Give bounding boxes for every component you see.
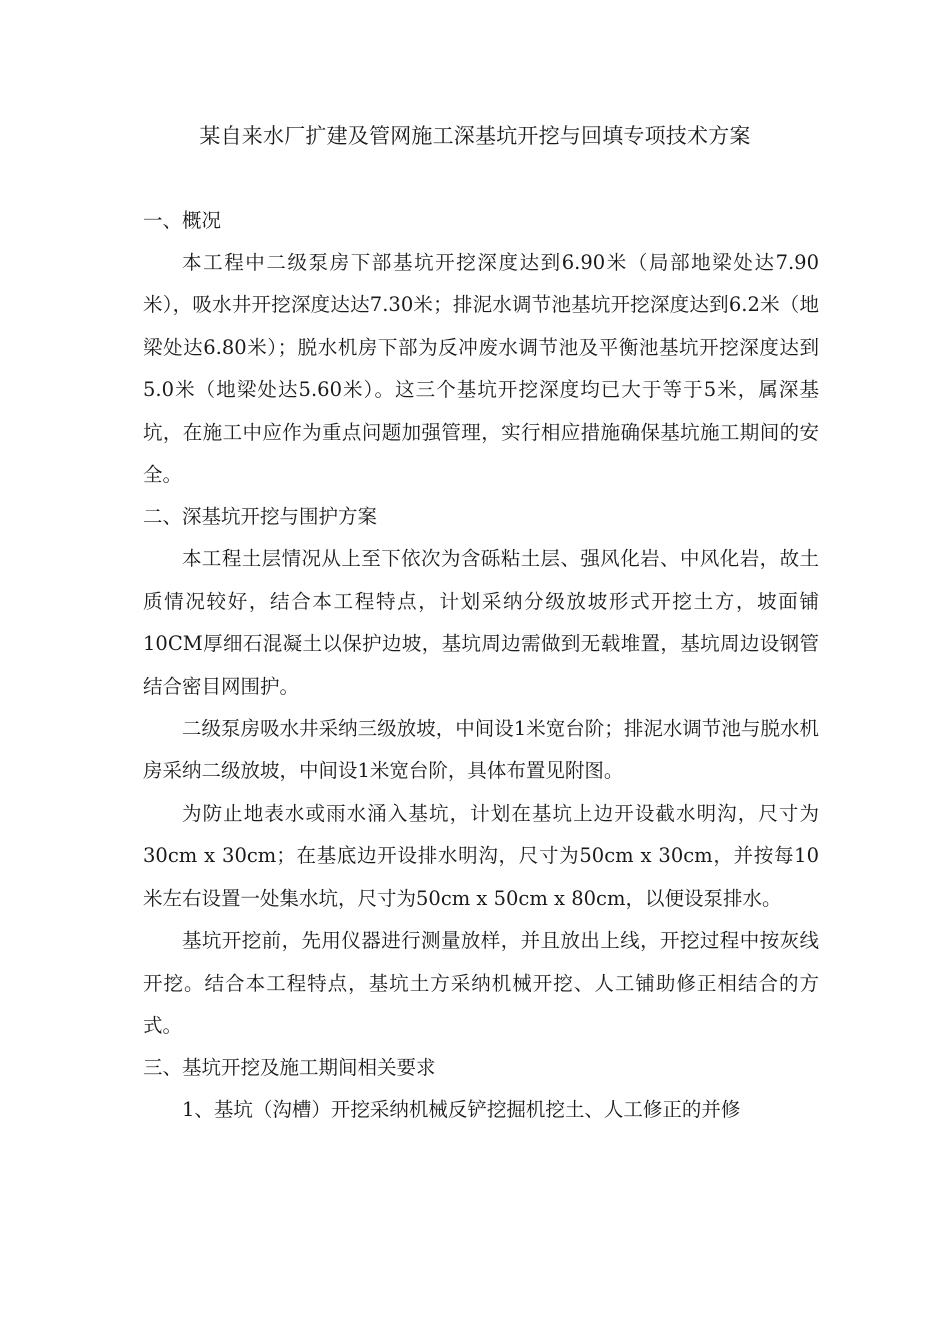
paragraph-overview: 本工程中二级泵房下部基坑开挖深度达到6.90米（局部地梁处达7.90米），吸水井开挖深度达达7.30米；排泥水调节池基坑开挖深度达到6.2米（地梁处达6.80米）；脱水机房下部为反冲废水调节池及平衡池基坑开挖深度达到5.0米（地梁处达5.60米）。这三个基坑开挖深度均已大于等于5米，属深基坑，在施工中应作为重点问题加强管理，实行相应措施确保基坑施工期间的安全。 <box>143 251 819 487</box>
section-heading-excavation-plan: 二、深基坑开挖与围护方案 <box>143 505 378 529</box>
section-heading-requirements: 三、基坑开挖及施工期间相关要求 <box>143 1056 436 1080</box>
paragraph-soil-conditions: 本工程土层情况从上至下依次为含砾粘土层、强风化岩、中风化岩，故土质情况较好，结合本工程特点，计划采纳分级放坡形式开挖土方，坡面铺10CM厚细石混凝土以保护边坡，基坑周边需做到无载堆置，基坑周边设钢管结合密目网围护。 <box>143 547 819 698</box>
document-title: 某自来水厂扩建及管网施工深基坑开挖与回填专项技术方案 <box>199 124 751 148</box>
paragraph-survey-method: 基坑开挖前，先用仪器进行测量放样，并且放出上线，开挖过程中按灰线开挖。结合本工程特点，基坑土方采纳机械开挖、人工铺助修正相结合的方式。 <box>143 929 819 1037</box>
paragraph-drainage: 为防止地表水或雨水涌入基坑，计划在基坑上边开设截水明沟，尺寸为30cm x 30cm；在基底边开设排水明沟，尺寸为50cm x 30cm，并按每10米左右设置一处集水坑，尺寸为50cm x 50cm x 80cm，以便设泵排水。 <box>143 801 819 910</box>
document-body <box>143 200 819 1132</box>
paragraph-requirement-1: 1、基坑（沟槽）开挖采纳机械反铲挖掘机挖土、人工修正的并修 <box>182 1098 741 1122</box>
section-heading-overview: 一、概况 <box>143 209 222 232</box>
paragraph-slope-grading: 二级泵房吸水井采纳三级放坡，中间设1米宽台阶；排泥水调节池与脱水机房采纳二级放坡，中间设1米宽台阶，具体布置见附图。 <box>143 717 819 783</box>
